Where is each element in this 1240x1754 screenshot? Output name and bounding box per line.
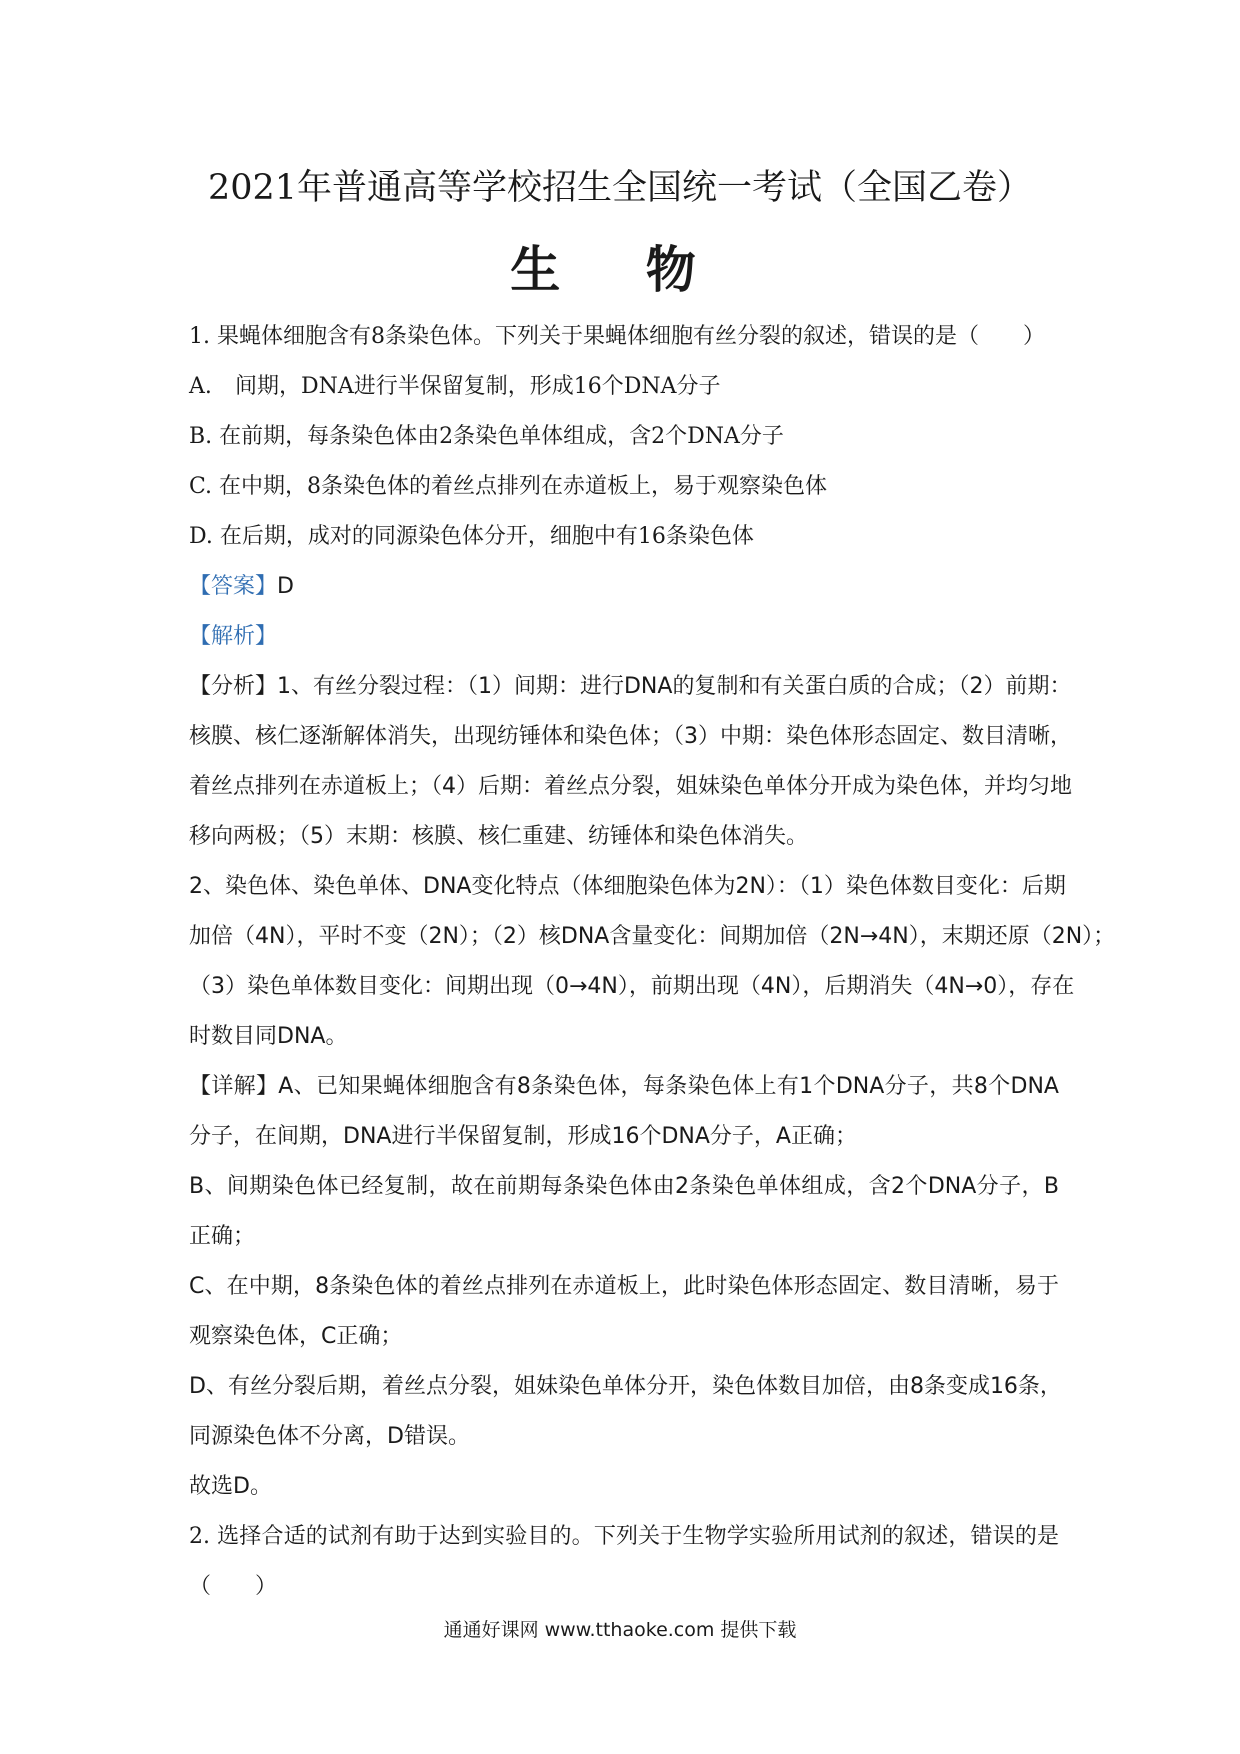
question-1-option-b: B. 在前期，每条染色体由2条染色单体组成，含2个DNA分子	[189, 424, 784, 449]
question-1-option-c: C. 在中期，8条染色体的着丝点排列在赤道板上，易于观察染色体	[189, 474, 828, 499]
answer-value: D	[277, 574, 294, 599]
detail-line: 同源染色体不分离，D错误。	[189, 1424, 470, 1449]
subject-title: 生 物	[510, 241, 730, 299]
question-2-stem: 2. 选择合适的试剂有助于达到实验目的。下列关于生物学实验所用试剂的叙述，错误的是	[189, 1524, 1059, 1549]
content-body	[189, 312, 1116, 1612]
analysis-line: 核膜、核仁逐渐解体消失，出现纺锤体和染色体；（3）中期：染色体形态固定、数目清晰，	[189, 724, 1073, 749]
answer-tag: 【答案】	[189, 574, 278, 599]
question-1-option-d: D. 在后期，成对的同源染色体分开，细胞中有16条染色体	[189, 524, 754, 549]
detail-line: 【详解】A、已知果蝇体细胞含有8条染色体，每条染色体上有1个DNA分子，共8个DNA	[189, 1074, 1059, 1099]
analysis-line: 2、染色体、染色单体、DNA变化特点（体细胞染色体为2N）：（1）染色体数目变化：后期	[189, 874, 1066, 899]
answer-line	[189, 562, 1059, 612]
analysis-line: 加倍（4N），平时不变（2N）；（2）核DNA含量变化：间期加倍（2N→4N），末期还原（2N）；	[189, 924, 1116, 949]
analysis-tag: 【解析】	[189, 624, 278, 649]
detail-line: 观察染色体，C正确；	[189, 1324, 403, 1349]
analysis-line: 着丝点排列在赤道板上；（4）后期：着丝点分裂，姐妹染色单体分开成为染色体，并均匀地	[189, 774, 1073, 799]
detail-line: B、间期染色体已经复制，故在前期每条染色体由2条染色单体组成，含2个DNA分子，B	[189, 1174, 1059, 1199]
detail-line: 分子，在间期，DNA进行半保留复制，形成16个DNA分子，A正确；	[189, 1124, 857, 1149]
analysis-line: 时数目同DNA。	[189, 1024, 348, 1049]
option-a-text: 间期，DNA进行半保留复制，形成16个DNA分子	[235, 374, 721, 399]
detail-line: 正确；	[189, 1224, 256, 1249]
question-2-stem-continued: （ ）	[189, 1574, 278, 1599]
detail-line: C、在中期，8条染色体的着丝点排列在赤道板上，此时染色体形态固定、数目清晰，易于	[189, 1274, 1059, 1299]
analysis-line: （3）染色单体数目变化：间期出现（0→4N），前期出现（4N），后期消失（4N→0），存在	[189, 974, 1075, 999]
option-a-letter: A.	[189, 374, 212, 399]
detail-line: D、有丝分裂后期，着丝点分裂，姐妹染色单体分开，染色体数目加倍，由8条变成16条，	[189, 1374, 1062, 1399]
question-1-option-a	[189, 362, 1059, 412]
conclusion-line: 故选D。	[189, 1474, 272, 1499]
analysis-line: 移向两极；（5）末期：核膜、核仁重建、纺锤体和染色体消失。	[189, 824, 808, 849]
question-1-stem: 1. 果蝇体细胞含有8条染色体。下列关于果蝇体细胞有丝分裂的叙述，错误的是（ ）	[189, 324, 1045, 349]
analysis-line: 【分析】1、有丝分裂过程：（1）间期：进行DNA的复制和有关蛋白质的合成；（2）前期：	[189, 674, 1072, 699]
exam-title: 2021年普通高等学校招生全国统一考试（全国乙卷）	[207, 168, 1033, 208]
footer-watermark: 通通好课网 www.tthaoke.com 提供下载	[443, 1619, 797, 1641]
